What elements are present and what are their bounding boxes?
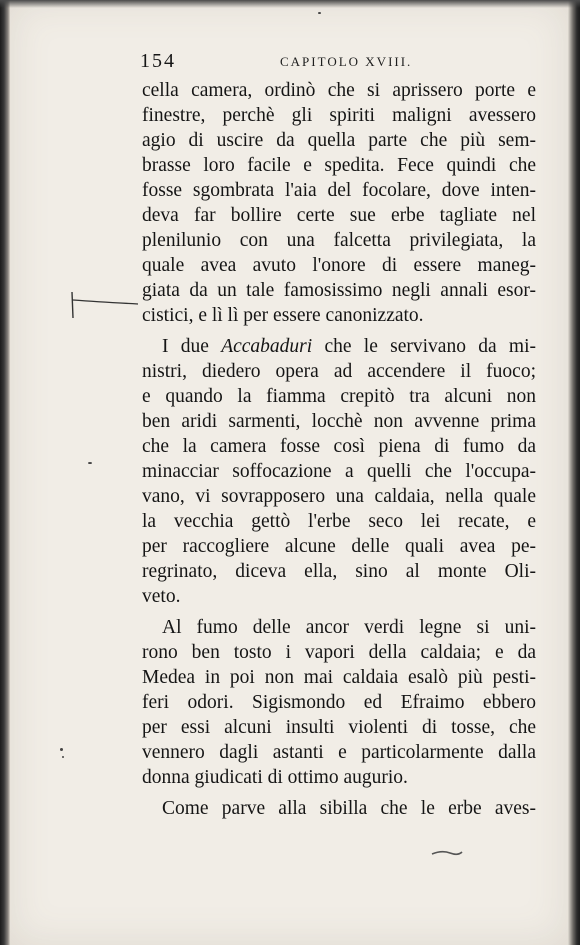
text-line: feri odori. Sigismondo ed Efraimo ebbero xyxy=(142,692,536,713)
book-binding-edge xyxy=(0,0,10,945)
text-line: cistici, e lì lì per essere canonizzato. xyxy=(142,305,424,326)
ink-speck xyxy=(62,756,64,758)
text-line: Medea in poi non mai caldaia esalò più pesti- xyxy=(142,667,536,688)
text-line: brasse loro facile e spedita. Fece quindi che xyxy=(142,155,536,176)
text-line: quale avea avuto l'onore di essere maneg- xyxy=(142,255,536,276)
text-line: rono ben tosto i vapori della caldaia; e da xyxy=(142,642,536,663)
text-line: cella camera, ordinò che si aprissero porte e xyxy=(142,80,536,101)
text-line: per essi alcuni insulti violenti di tosse, che xyxy=(142,717,536,738)
margin-pencil-mark xyxy=(70,290,140,330)
text-line: minacciar soffocazione a quelli che l'occupa- xyxy=(142,461,536,482)
text-line: Al fumo delle ancor verdi legne si uni- xyxy=(162,617,536,638)
text-line: finestre, perchè gli spiriti maligni avessero xyxy=(142,105,536,126)
ink-speck xyxy=(60,748,63,751)
page-header xyxy=(140,50,536,76)
text-line: agio di uscire da quella parte che più sem- xyxy=(142,130,536,151)
text-line: la vecchia gettò l'erbe seco lei recate, e xyxy=(142,511,536,532)
text-line: giata da un tale famosissimo negli annali esor- xyxy=(142,280,536,301)
text-line: e quando la fiamma crepitò tra alcuni non xyxy=(142,386,536,407)
text-line: I due Accabaduri che le servivano da mi- xyxy=(162,336,536,357)
text-line: veto. xyxy=(142,586,181,607)
text-line: che la camera fosse così piena di fumo da xyxy=(142,436,536,457)
text-line: vennero dagli astanti e particolarmente dalla xyxy=(142,742,536,763)
ink-smudge xyxy=(430,848,464,858)
text-line: nistri, diedero opera ad accendere il fuoco; xyxy=(142,361,536,382)
ink-speck xyxy=(88,462,92,464)
text-line: regrinato, diceva ella, sino al monte Oli- xyxy=(142,561,536,582)
body-text xyxy=(142,78,536,821)
page-number: 154 xyxy=(140,50,176,72)
running-head: CAPITOLO XVIII. xyxy=(280,54,413,69)
text-line: plenilunio con una falcetta privilegiata, la xyxy=(142,230,536,251)
text-line: fosse sgombrata l'aia del focolare, dove inten- xyxy=(142,180,536,201)
text-line: deva far bollire certe sue erbe tagliate nel xyxy=(142,205,536,226)
ink-speck xyxy=(318,12,321,14)
text-line: ben aridi sarmenti, locchè non avvenne prima xyxy=(142,411,536,432)
book-page xyxy=(10,0,568,945)
text-line: donna giudicati di ottimo augurio. xyxy=(142,767,408,788)
text-line: per raccogliere alcune delle quali avea pe- xyxy=(142,536,536,557)
text-line: Come parve alla sibilla che le erbe aves- xyxy=(162,798,536,819)
top-edge-shadow xyxy=(0,0,580,8)
page-edge-shadow xyxy=(568,0,580,945)
text-line: vano, vi sovrapposero una caldaia, nella quale xyxy=(142,486,536,507)
